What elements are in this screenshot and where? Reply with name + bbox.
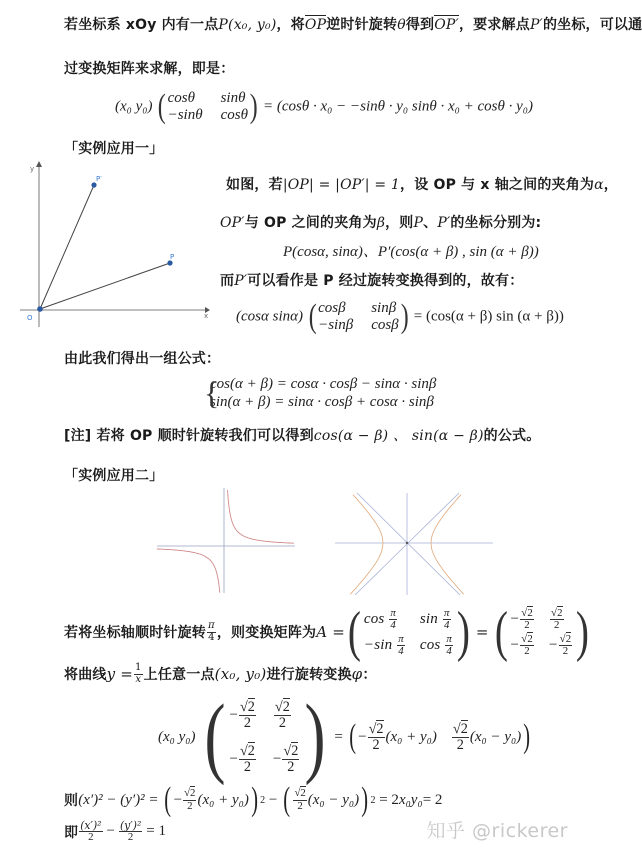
x-axis-label: x — [204, 312, 209, 320]
text: 、 — [423, 215, 438, 231]
left-paren: ( — [347, 601, 362, 663]
vector-arrow-icon — [434, 15, 459, 16]
matrix-cell: −sin $\frac{\pi}{4}$ — [363, 632, 404, 658]
note — [64, 425, 540, 445]
intro-text: 若坐标系 xOy 内有一点 — [64, 17, 219, 33]
matrix-cell: sinβ — [371, 300, 397, 316]
matrix-a-label: A = — [316, 623, 346, 641]
matrix-a-values-2 — [200, 687, 331, 786]
matrix-cell: cosβ — [318, 300, 346, 316]
fraction — [183, 788, 196, 812]
right-paren: ) — [456, 601, 471, 663]
beta-matrix — [307, 300, 410, 334]
fraction — [293, 788, 306, 812]
matrix-cell — [549, 606, 573, 632]
intro-text: 得到 — [405, 17, 435, 33]
frac-num: (x′)² — [80, 819, 102, 832]
fraction — [452, 722, 469, 753]
frac-den: 2 — [372, 736, 380, 753]
pi-over-4 — [207, 621, 216, 643]
example1-line-3 — [220, 270, 523, 290]
frac-num: √2 — [559, 632, 572, 645]
equation-rhs: = (cos(α + β) sin (α + β)) — [413, 308, 564, 325]
matrix-cell: cosβ — [371, 317, 399, 333]
matrix-cell: − $\frac{√2}{2}$ — [229, 743, 255, 776]
formulas-lead: 由此我们得出一组公式： — [64, 351, 221, 367]
point-p: P(x₀, y₀) — [218, 17, 277, 33]
text: 进行旋转变换 — [266, 667, 352, 684]
asymptote-1 — [357, 493, 460, 595]
frac-den: 2 — [88, 831, 94, 844]
right-paren: ) — [576, 601, 590, 663]
frac-num: √2 — [274, 699, 290, 716]
matrix-cell: cos $\frac{\pi}{4}$ — [363, 606, 397, 632]
intro-text: 的坐标，可以通 — [542, 17, 642, 33]
hyperbola-left-branch — [350, 495, 383, 595]
reciprocal-curve-branch-2 — [157, 549, 220, 593]
p-prime-symbol: P′ — [437, 215, 451, 231]
text: 将曲线 — [64, 667, 107, 684]
vector-op-label: OP — [304, 17, 327, 33]
matrix-cell: − $\frac{√2}{2}$ — [510, 606, 533, 632]
p-prime-label: P′ — [96, 175, 102, 183]
frac-den: x — [135, 673, 142, 685]
frac-num: √2 — [184, 787, 196, 800]
matrix-cell: − $\frac{√2}{2}$ — [229, 699, 255, 732]
formula-system — [204, 375, 437, 411]
matrix-cell: −sinθ — [167, 107, 203, 123]
reciprocal-curve-branch-1 — [228, 490, 295, 543]
left-paren: ( — [157, 88, 166, 125]
hyperbola-equation — [64, 820, 166, 844]
difference-formulas: cos(α − β) 、 sin(α − β) — [313, 428, 484, 444]
frac-y-prime — [119, 820, 142, 844]
text: 上任意一点 — [143, 667, 215, 684]
alpha-symbol: α — [594, 177, 604, 193]
frac-den: 2 — [297, 799, 303, 812]
matrix-cell: cos $\frac{\pi}{4}$ — [419, 632, 453, 658]
minus-sign: − — [106, 823, 115, 840]
formula-sin-sum: sin(α + β) = sinα · cosβ + cosα · sinβ — [210, 394, 434, 410]
transform-equation — [158, 687, 533, 786]
text: ： — [362, 667, 377, 684]
frac-num: π — [443, 606, 450, 619]
frac-den: 2 — [127, 831, 134, 844]
matrix-a-symbolic — [345, 601, 473, 663]
phi-symbol: φ — [351, 665, 363, 684]
intro-line-2: 过变换矩阵来求解，即是： — [64, 61, 235, 77]
left-paren: ( — [308, 298, 317, 335]
frac-num: √2 — [294, 787, 306, 800]
formula-cos-sum: cos(α + β) = cosα · cosβ − sinα · sinβ — [210, 376, 437, 392]
frac-num: √2 — [239, 699, 255, 716]
y-axis-label: y — [30, 165, 35, 173]
coordinates: P(cosα, sinα)、P′(cos(α + β) , sin (α + β)) — [283, 244, 539, 260]
rotation-matrix — [156, 90, 259, 124]
rotation-equation — [115, 90, 533, 124]
vector-arrow-icon — [305, 15, 326, 16]
origin-label: O — [27, 314, 33, 322]
frac-den: 4 — [390, 619, 397, 632]
fraction — [239, 744, 256, 775]
op-prime: OP′ — [220, 215, 245, 231]
text: 而 — [220, 273, 235, 289]
text: ，设 OP 与 x 轴之间的夹角为 — [400, 177, 595, 193]
curve-line — [64, 663, 377, 685]
text: ，则 — [385, 215, 414, 231]
graph-reciprocal — [155, 485, 300, 595]
frac-den: 4 — [446, 645, 453, 658]
equation-rhs: = ( − $\frac{√2}{2}$ (x₀ + y₀) $\frac{√2}{2}$ (x₀ − y₀) ) — [334, 718, 531, 755]
equation-lhs: (x₀ y₀) — [115, 98, 153, 115]
fraction — [368, 722, 385, 753]
frac-num: (y′)² — [119, 819, 142, 832]
brace-icon: { — [204, 375, 220, 411]
matrix-cell: − $\frac{√2}{2}$ — [548, 632, 572, 658]
fraction — [550, 608, 564, 632]
beta-symbol: β — [376, 215, 386, 231]
text: 若将坐标轴顺时针旋转 — [64, 625, 206, 641]
rotation-diagram — [0, 155, 220, 335]
example1-line-1 — [226, 174, 618, 194]
matrix-cell: −sinβ — [318, 317, 354, 333]
text: 如图，若 — [226, 177, 283, 193]
text: [注] 若将 OP 顺时针旋转我们可以得到 — [64, 428, 314, 444]
equals-sign: = — [475, 623, 489, 641]
p-prime-symbol: P′ — [234, 273, 248, 289]
graph-hyperbola — [335, 485, 505, 597]
point-p-dot — [167, 260, 172, 265]
frac-den: 2 — [243, 759, 251, 776]
frac-den: 2 — [524, 619, 530, 632]
fraction — [559, 634, 573, 658]
graph2-origin — [406, 542, 408, 544]
segment-op-prime — [40, 185, 94, 309]
text: 即 — [64, 825, 79, 841]
frac-den: 2 — [524, 645, 530, 658]
point-x0-y0: (x₀, y₀) — [214, 665, 267, 684]
vector-op-prime-label: OP′ — [434, 17, 459, 33]
matrix-cell: sin $\frac{\pi}{4}$ — [419, 606, 450, 632]
frac-num: π — [446, 632, 453, 645]
point-p-prime: P′ — [529, 17, 543, 33]
frac-num: √2 — [521, 606, 533, 619]
segment-op — [40, 263, 170, 309]
frac-num: √2 — [239, 743, 255, 760]
frac-den: 2 — [287, 759, 295, 776]
matrix-cell: − $\frac{√2}{2}$ — [272, 743, 299, 776]
text: 则 — [64, 794, 79, 809]
frac-num: √2 — [550, 606, 563, 619]
frac-num: √2 — [521, 632, 533, 645]
equals-one: = 1 — [146, 823, 166, 840]
matrix-a-values — [492, 601, 593, 663]
example1-line-2 — [220, 212, 541, 232]
point-o — [37, 306, 43, 312]
example1-heading: 「实例应用一」 — [64, 141, 164, 157]
hyperbola-right-branch — [431, 495, 464, 595]
equation-rhs: = (cosθ · x₀ − −sinθ · y₀ sinθ · x₀ + cosθ · y₀) — [263, 98, 533, 115]
right-paren: ) — [304, 687, 326, 786]
frac-num: √2 — [283, 743, 299, 760]
left-paren: ( — [203, 687, 225, 786]
fraction — [520, 634, 534, 658]
equation-lhs: (cosα sinα) — [236, 308, 303, 325]
text: ， — [603, 177, 618, 193]
text: 的公式。 — [483, 428, 541, 444]
matrix-cell: cosθ — [167, 90, 195, 106]
frac-num: √2 — [452, 720, 468, 737]
fraction — [520, 608, 534, 632]
vector-op — [305, 17, 326, 33]
text: ，则变换矩阵为 — [216, 625, 317, 641]
p-symbol: P — [413, 215, 424, 231]
frac-den: 2 — [187, 799, 193, 812]
text: 与 OP 之间的夹角为 — [244, 215, 377, 231]
fraction — [443, 608, 451, 632]
matrix-cell — [273, 693, 300, 737]
matrix-cell: − $\frac{√2}{2}$ — [510, 632, 533, 658]
frac-num: π — [390, 606, 397, 619]
fraction — [389, 608, 397, 632]
frac-den: 4 — [208, 631, 215, 643]
y-axis-arrow-icon — [36, 161, 42, 167]
frac-num: π — [208, 619, 215, 631]
point-p-prime-dot — [91, 182, 96, 187]
frac-den: 2 — [554, 619, 560, 632]
text: 的坐标分别为: — [450, 215, 542, 231]
equation: (x′)² − (y′)² = ( − $\frac{√2}{2}$ (x₀ + y₀) ) 2 − ( $\frac{√2}{2}$ (x₀ − y₀) ) 2 = 2 x₀y₀ = 2 — [78, 781, 443, 818]
example1-equation — [236, 300, 564, 334]
fraction — [239, 700, 256, 731]
frac-den: 2 — [243, 715, 251, 732]
matrix-cell: cosθ — [220, 107, 248, 123]
vector-op-prime — [434, 17, 459, 33]
equation-lhs: (x₀ y₀) — [158, 728, 196, 745]
fraction — [445, 634, 453, 658]
matrix-cell: sinθ — [220, 90, 246, 106]
watermark: 知乎 @rickerer — [426, 820, 568, 842]
right-paren: ) — [249, 88, 258, 125]
fraction — [282, 744, 299, 775]
frac-den: 2 — [278, 715, 286, 732]
theta-symbol: θ — [397, 17, 406, 33]
intro-text: ，要求解点 — [458, 17, 530, 33]
right-paren: ) — [400, 298, 409, 335]
one-over-x — [134, 663, 143, 685]
text: 可以看作是 P 经过旋转变换得到的，故有： — [247, 273, 524, 289]
p-label: P — [170, 253, 175, 261]
intro-line-1 — [64, 14, 642, 34]
frac-num: √2 — [368, 720, 384, 737]
frac-den: 4 — [443, 619, 450, 632]
frac-num: 1 — [135, 662, 142, 673]
fraction — [274, 700, 291, 731]
example2-heading: 「实例应用二」 — [64, 468, 164, 484]
intro-text: ，将 — [276, 17, 305, 33]
frac-den: 2 — [562, 645, 569, 658]
intro-text: 逆时针旋转 — [326, 17, 398, 33]
left-paren: ( — [494, 601, 508, 663]
difference-of-squares — [64, 781, 442, 819]
frac-num: π — [398, 632, 404, 645]
frac-den: 4 — [398, 645, 404, 658]
frac-den: 2 — [456, 736, 464, 753]
rotation-matrix-line — [64, 601, 592, 663]
fraction — [397, 634, 405, 658]
norm-equation: |OP| = |OP′| = 1 — [282, 177, 401, 193]
frac-x-prime — [79, 820, 102, 844]
curve-equation: y = — [106, 665, 134, 684]
